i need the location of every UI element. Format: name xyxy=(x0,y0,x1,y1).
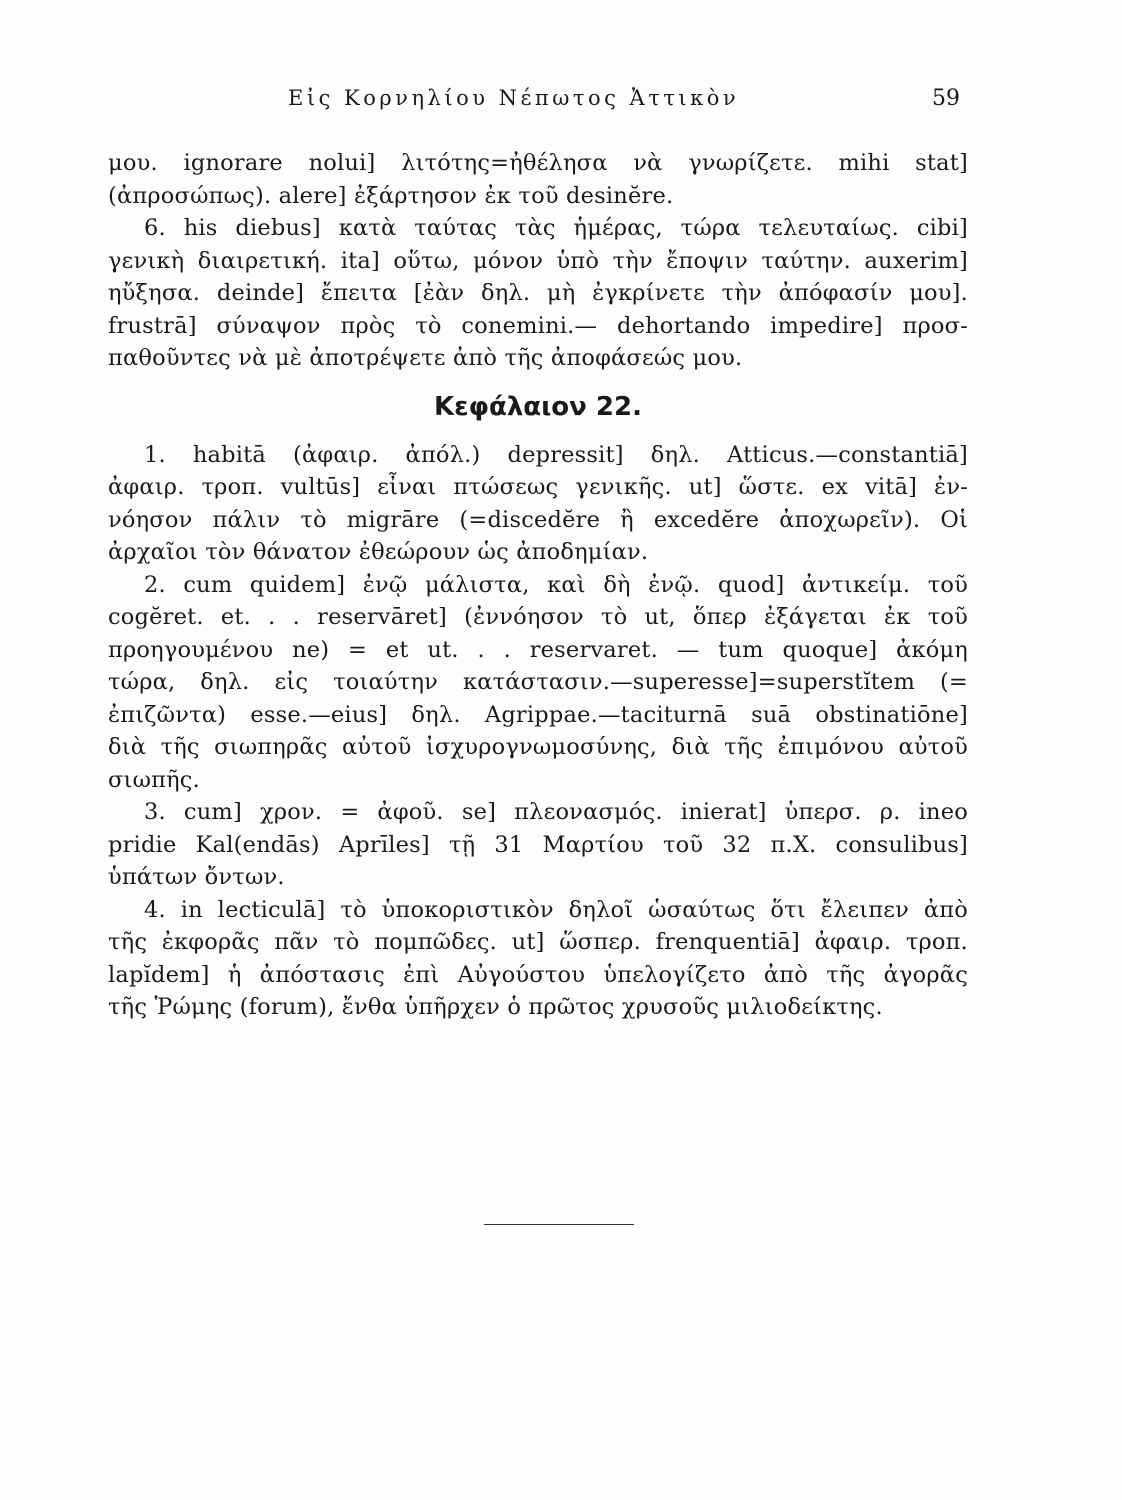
text-line: μου. ignorare nolui] λιτότης=ἠθέλησα νὰ γνωρίζετε. mihi stat] xyxy=(108,150,968,176)
commentary-section-chapter-22 xyxy=(108,439,968,1024)
text-line: νόησον πάλιν τὸ migrāre (=discedĕre ἢ excedĕre ἀποχωρεῖν). Οἱ xyxy=(108,506,968,533)
text-line: ἐπιζῶντα) esse.—eius] δηλ. Agrippae.—taciturnā suā obstinatiōne] xyxy=(108,701,968,728)
text-line: 1. habitā (ἀφαιρ. ἀπόλ.) depressit] δηλ. Atticus.—constantiā] xyxy=(144,441,968,468)
commentary-text xyxy=(108,147,968,1024)
text-line: τώρα, δηλ. εἰς τοιαύτην κατάστασιν.—superesse]=superstĭtem (= xyxy=(108,669,968,695)
text-line: lapĭdem] ἡ ἀπόστασις ἐπὶ Αὐγούστου ὑπελογίζετο ἀπὸ τῆς ἀγορᾶς xyxy=(108,961,968,988)
text-line: 4. in lecticulā] τὸ ὑποκοριστικὸν δηλοῖ ὡσαύτως ὅτι ἔλειπεν ἀπὸ xyxy=(144,896,968,923)
text-line: 2. cum quidem] ἐνῷ μάλιστα, καὶ δὴ ἐνῷ. quod] ἀντικείμ. τοῦ xyxy=(144,571,968,598)
text-line: pridie Kal(endās) Aprīles] τῇ 31 Μαρτίου τοῦ 32 π.Χ. consulibus] xyxy=(108,831,968,858)
text-line: παθοῦντες νὰ μὲ ἀποτρέψετε ἀπὸ τῆς ἀποφάσεώς μου. xyxy=(108,345,743,371)
text-line: τῆς Ῥώμης (forum), ἔνθα ὑπῆρχεν ὁ πρῶτος χρυσοῦς μιλιοδείκτης. xyxy=(108,994,883,1020)
chapter-heading: Κεφάλαιον 22. xyxy=(434,391,642,422)
commentary-section-chapter-21 xyxy=(108,147,968,375)
text-line: (ἀπροσώπως). alere] ἐξάρτησον ἐκ τοῦ desinĕre. xyxy=(108,182,674,209)
text-line: γενικὴ διαιρετική. ita] οὕτω, μόνον ὑπὸ τὴν ἔποψιν ταύτην. auxerim] xyxy=(108,247,968,274)
text-line: ἀρχαῖοι τὸν θάνατον ἐθεώρουν ὡς ἀποδημίαν. xyxy=(108,539,649,565)
end-rule xyxy=(484,1224,634,1225)
text-line: σιωπῆς. xyxy=(108,766,200,793)
text-line: cogĕret. et. . . reservāret] (ἐννόησον τὸ ut, ὅπερ ἐξάγεται ἐκ τοῦ xyxy=(108,604,968,630)
text-line: frustrā] σύναψον πρὸς τὸ conemini.— dehortando impedire] προσ- xyxy=(108,312,968,339)
text-line: τῆς ἐκφορᾶς πᾶν τὸ πομπῶδες. ut] ὥσπερ. frenquentiā] ἀφαιρ. τροπ. xyxy=(108,929,968,955)
text-line: ηὔξησα. deinde] ἔπειτα [ἐὰν δηλ. μὴ ἐγκρίνετε τὴν ἀπόφασίν μου]. xyxy=(108,280,968,306)
text-line: προηγουμένου ne) = et ut. . . reservaret. — tum quoque] ἀκόμη xyxy=(108,636,968,663)
text-line: 3. cum] χρον. = ἀφοῦ. se] πλεονασμός. inierat] ὑπερσ. ρ. ineo xyxy=(144,799,968,825)
page-number: 59 xyxy=(932,86,960,111)
text-line: διὰ τῆς σιωπηρᾶς αὐτοῦ ἰσχυρογνωμοσύνης, διὰ τῆς ἐπιμόνου αὐτοῦ xyxy=(108,734,968,760)
running-title: Εἰς Κορνηλίου Νέπωτος Ἀττικὸν xyxy=(288,86,740,110)
text-line: 6. his diebus] κατὰ ταύτας τὰς ἡμέρας, τώρα τελευταίως. cibi] xyxy=(144,215,968,241)
text-line: ἀφαιρ. τροπ. vultūs] εἶναι πτώσεως γενικῆς. ut] ὥστε. ex vitā] ἐν- xyxy=(108,474,968,500)
text-line: ὑπάτων ὄντων. xyxy=(108,864,285,890)
page-header xyxy=(108,86,978,116)
